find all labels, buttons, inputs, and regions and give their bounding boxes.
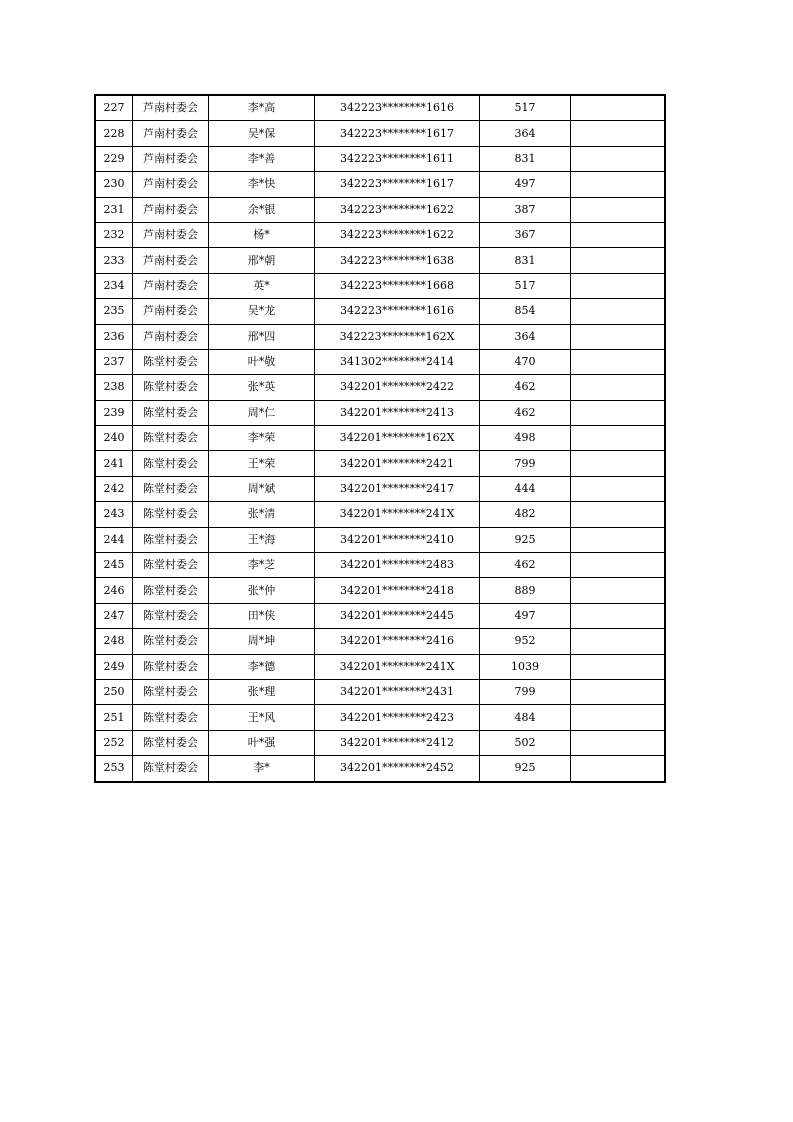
cell-id-number: 342201********2416 <box>315 629 480 654</box>
cell-note <box>571 476 666 501</box>
cell-id-number: 342201********2431 <box>315 679 480 704</box>
table-row <box>95 121 665 146</box>
cell-name: 李*荣 <box>209 426 315 451</box>
cell-name: 田*侠 <box>209 603 315 628</box>
cell-village: 陈堂村委会 <box>133 705 209 730</box>
cell-note <box>571 629 666 654</box>
cell-amount: 952 <box>480 629 571 654</box>
cell-village: 陈堂村委会 <box>133 400 209 425</box>
cell-note <box>571 578 666 603</box>
table-row <box>95 273 665 298</box>
cell-note <box>571 324 666 349</box>
cell-amount: 470 <box>480 349 571 374</box>
cell-village: 陈堂村委会 <box>133 426 209 451</box>
subsidy-table <box>94 94 666 783</box>
cell-name: 杨* <box>209 222 315 247</box>
cell-id-number: 342223********1611 <box>315 146 480 171</box>
cell-id-number: 342223********1638 <box>315 248 480 273</box>
table-row <box>95 553 665 578</box>
cell-name: 张*仲 <box>209 578 315 603</box>
cell-id-number: 342201********2413 <box>315 400 480 425</box>
cell-amount: 799 <box>480 451 571 476</box>
cell-serial-number: 236 <box>95 324 133 349</box>
table-row <box>95 451 665 476</box>
cell-village: 陈堂村委会 <box>133 375 209 400</box>
cell-note <box>571 705 666 730</box>
cell-serial-number: 241 <box>95 451 133 476</box>
cell-serial-number: 234 <box>95 273 133 298</box>
cell-name: 李* <box>209 756 315 782</box>
cell-serial-number: 252 <box>95 730 133 755</box>
cell-id-number: 342223********162X <box>315 324 480 349</box>
cell-name: 李*高 <box>209 95 315 121</box>
cell-amount: 444 <box>480 476 571 501</box>
cell-amount: 462 <box>480 553 571 578</box>
cell-village: 陈堂村委会 <box>133 629 209 654</box>
cell-village: 陈堂村委会 <box>133 527 209 552</box>
cell-village: 陈堂村委会 <box>133 603 209 628</box>
table-row <box>95 95 665 121</box>
cell-name: 李*快 <box>209 172 315 197</box>
cell-id-number: 342201********2418 <box>315 578 480 603</box>
cell-note <box>571 349 666 374</box>
cell-serial-number: 240 <box>95 426 133 451</box>
table-row <box>95 705 665 730</box>
cell-name: 李*芝 <box>209 553 315 578</box>
cell-amount: 889 <box>480 578 571 603</box>
cell-serial-number: 249 <box>95 654 133 679</box>
cell-amount: 799 <box>480 679 571 704</box>
table-row <box>95 197 665 222</box>
table-row <box>95 426 665 451</box>
cell-note <box>571 299 666 324</box>
cell-note <box>571 172 666 197</box>
cell-id-number: 342223********1617 <box>315 121 480 146</box>
cell-id-number: 341302********2414 <box>315 349 480 374</box>
cell-village: 芦南村委会 <box>133 95 209 121</box>
cell-amount: 498 <box>480 426 571 451</box>
cell-village: 陈堂村委会 <box>133 553 209 578</box>
cell-note <box>571 679 666 704</box>
cell-village: 陈堂村委会 <box>133 756 209 782</box>
cell-village: 陈堂村委会 <box>133 654 209 679</box>
cell-note <box>571 146 666 171</box>
table-row <box>95 299 665 324</box>
cell-note <box>571 121 666 146</box>
cell-serial-number: 248 <box>95 629 133 654</box>
cell-village: 芦南村委会 <box>133 146 209 171</box>
cell-serial-number: 229 <box>95 146 133 171</box>
table-row <box>95 502 665 527</box>
table-row <box>95 349 665 374</box>
cell-id-number: 342201********2422 <box>315 375 480 400</box>
cell-name: 张*英 <box>209 375 315 400</box>
cell-amount: 831 <box>480 248 571 273</box>
cell-note <box>571 527 666 552</box>
cell-amount: 925 <box>480 756 571 782</box>
cell-serial-number: 227 <box>95 95 133 121</box>
cell-id-number: 342201********162X <box>315 426 480 451</box>
cell-name: 李*善 <box>209 146 315 171</box>
table-body <box>95 95 665 782</box>
cell-note <box>571 603 666 628</box>
cell-note <box>571 502 666 527</box>
cell-id-number: 342223********1616 <box>315 299 480 324</box>
cell-id-number: 342201********2483 <box>315 553 480 578</box>
cell-name: 余*银 <box>209 197 315 222</box>
cell-amount: 854 <box>480 299 571 324</box>
cell-note <box>571 95 666 121</box>
table-row <box>95 527 665 552</box>
cell-village: 陈堂村委会 <box>133 502 209 527</box>
cell-id-number: 342201********2417 <box>315 476 480 501</box>
table-row <box>95 679 665 704</box>
table-row <box>95 248 665 273</box>
table-row <box>95 578 665 603</box>
cell-id-number: 342223********1616 <box>315 95 480 121</box>
cell-name: 王*荣 <box>209 451 315 476</box>
cell-amount: 462 <box>480 375 571 400</box>
cell-amount: 497 <box>480 172 571 197</box>
cell-serial-number: 242 <box>95 476 133 501</box>
table-row <box>95 324 665 349</box>
cell-note <box>571 553 666 578</box>
cell-village: 陈堂村委会 <box>133 451 209 476</box>
cell-amount: 1039 <box>480 654 571 679</box>
cell-village: 陈堂村委会 <box>133 578 209 603</box>
cell-amount: 387 <box>480 197 571 222</box>
cell-serial-number: 250 <box>95 679 133 704</box>
cell-village: 芦南村委会 <box>133 324 209 349</box>
cell-note <box>571 273 666 298</box>
cell-id-number: 342223********1622 <box>315 197 480 222</box>
cell-note <box>571 222 666 247</box>
cell-amount: 482 <box>480 502 571 527</box>
cell-note <box>571 197 666 222</box>
cell-name: 叶*敬 <box>209 349 315 374</box>
cell-name: 吴*龙 <box>209 299 315 324</box>
table-row <box>95 629 665 654</box>
cell-serial-number: 246 <box>95 578 133 603</box>
table-row <box>95 172 665 197</box>
cell-name: 吴*保 <box>209 121 315 146</box>
cell-village: 陈堂村委会 <box>133 730 209 755</box>
cell-id-number: 342201********2423 <box>315 705 480 730</box>
cell-name: 邢*四 <box>209 324 315 349</box>
table-row <box>95 146 665 171</box>
cell-id-number: 342201********241X <box>315 502 480 527</box>
cell-id-number: 342201********2421 <box>315 451 480 476</box>
cell-serial-number: 247 <box>95 603 133 628</box>
cell-serial-number: 231 <box>95 197 133 222</box>
cell-note <box>571 654 666 679</box>
cell-id-number: 342223********1668 <box>315 273 480 298</box>
cell-village: 芦南村委会 <box>133 121 209 146</box>
table-row <box>95 400 665 425</box>
table-row <box>95 222 665 247</box>
table-row <box>95 603 665 628</box>
cell-id-number: 342223********1617 <box>315 172 480 197</box>
cell-id-number: 342201********2412 <box>315 730 480 755</box>
cell-name: 王*海 <box>209 527 315 552</box>
cell-amount: 462 <box>480 400 571 425</box>
cell-village: 芦南村委会 <box>133 299 209 324</box>
cell-amount: 517 <box>480 273 571 298</box>
cell-serial-number: 253 <box>95 756 133 782</box>
cell-village: 陈堂村委会 <box>133 679 209 704</box>
table-row <box>95 375 665 400</box>
cell-name: 邢*朝 <box>209 248 315 273</box>
cell-note <box>571 756 666 782</box>
cell-serial-number: 228 <box>95 121 133 146</box>
cell-name: 周*斌 <box>209 476 315 501</box>
cell-note <box>571 400 666 425</box>
table-row <box>95 730 665 755</box>
cell-serial-number: 238 <box>95 375 133 400</box>
cell-amount: 517 <box>480 95 571 121</box>
cell-serial-number: 230 <box>95 172 133 197</box>
cell-name: 李*德 <box>209 654 315 679</box>
cell-id-number: 342201********2445 <box>315 603 480 628</box>
cell-name: 英* <box>209 273 315 298</box>
cell-name: 周*坤 <box>209 629 315 654</box>
table-row <box>95 476 665 501</box>
cell-note <box>571 730 666 755</box>
cell-serial-number: 239 <box>95 400 133 425</box>
cell-village: 陈堂村委会 <box>133 349 209 374</box>
cell-note <box>571 426 666 451</box>
cell-id-number: 342201********2452 <box>315 756 480 782</box>
cell-name: 周*仁 <box>209 400 315 425</box>
cell-amount: 484 <box>480 705 571 730</box>
cell-name: 王*风 <box>209 705 315 730</box>
cell-note <box>571 375 666 400</box>
cell-village: 陈堂村委会 <box>133 476 209 501</box>
cell-serial-number: 235 <box>95 299 133 324</box>
cell-amount: 364 <box>480 324 571 349</box>
cell-serial-number: 251 <box>95 705 133 730</box>
cell-village: 芦南村委会 <box>133 197 209 222</box>
cell-id-number: 342201********2410 <box>315 527 480 552</box>
cell-serial-number: 244 <box>95 527 133 552</box>
cell-amount: 831 <box>480 146 571 171</box>
cell-amount: 367 <box>480 222 571 247</box>
cell-amount: 364 <box>480 121 571 146</box>
cell-village: 芦南村委会 <box>133 248 209 273</box>
cell-serial-number: 233 <box>95 248 133 273</box>
cell-note <box>571 248 666 273</box>
cell-village: 芦南村委会 <box>133 273 209 298</box>
cell-name: 张*清 <box>209 502 315 527</box>
table-row <box>95 654 665 679</box>
cell-serial-number: 243 <box>95 502 133 527</box>
cell-id-number: 342201********241X <box>315 654 480 679</box>
cell-serial-number: 245 <box>95 553 133 578</box>
cell-serial-number: 232 <box>95 222 133 247</box>
cell-amount: 925 <box>480 527 571 552</box>
cell-amount: 502 <box>480 730 571 755</box>
table-row <box>95 756 665 782</box>
cell-village: 芦南村委会 <box>133 222 209 247</box>
cell-serial-number: 237 <box>95 349 133 374</box>
cell-id-number: 342223********1622 <box>315 222 480 247</box>
cell-amount: 497 <box>480 603 571 628</box>
cell-note <box>571 451 666 476</box>
cell-village: 芦南村委会 <box>133 172 209 197</box>
cell-name: 张*理 <box>209 679 315 704</box>
cell-name: 叶*强 <box>209 730 315 755</box>
